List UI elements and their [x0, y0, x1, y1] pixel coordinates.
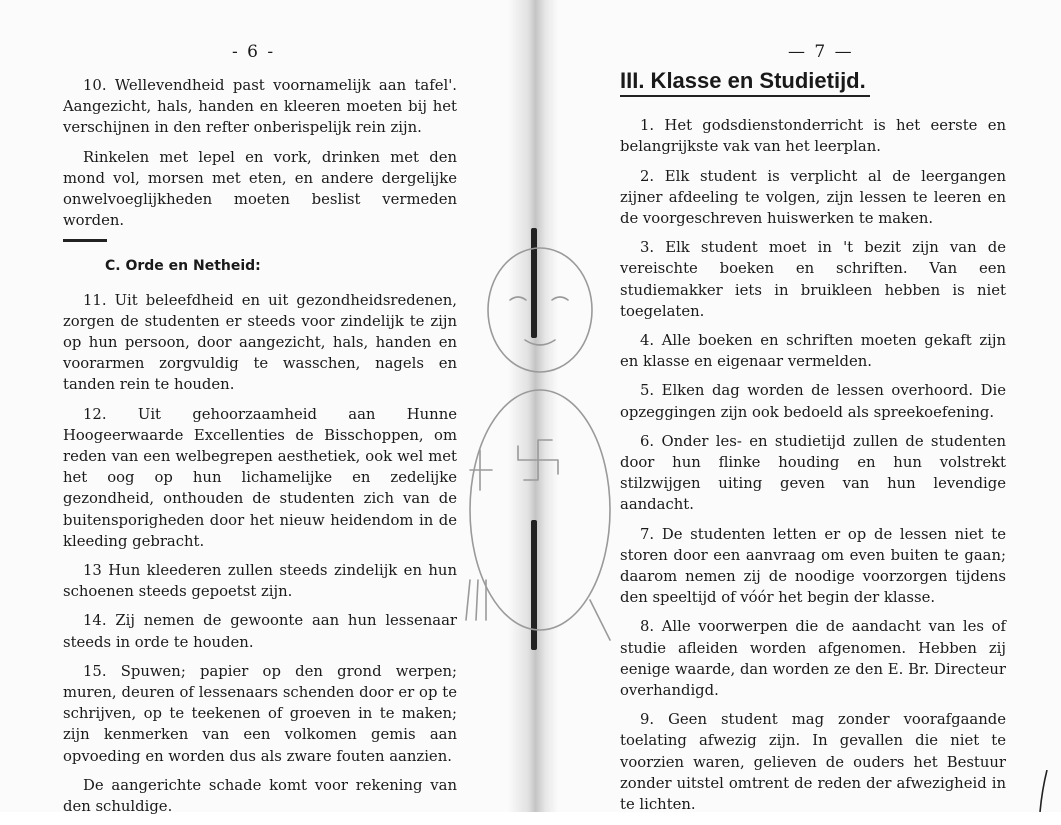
- subheading-orde-netheid: C. Orde en Netheid:: [105, 258, 261, 275]
- rule-5: 5. Elken dag worden de lessen overhoord. Die opzeggingen zijn ook bedoeld als spreekoefening.: [620, 382, 1006, 421]
- rule-2: 2. Elk student is verplicht al de leergangen zijner afdeeling te volgen, zijn lessen te leeren en de voorgeschreven huiswerken te maken.: [620, 167, 1006, 228]
- paragraph-11: 11. Uit beleefdheid en uit gezondheidsredenen, zorgen de studenten er steeds voor zindelijk te zijn op hun persoon, door aangezicht, hals, handen en voorarmen zorgvuldig te wasschen, nagels en tanden rein te houden.: [63, 291, 457, 394]
- pencil-doodle-figure: [440, 240, 630, 670]
- page-number-left: - 6 -: [232, 42, 276, 62]
- left-page-text: [63, 75, 457, 825]
- rule-4: 4. Alle boeken en schriften moeten gekaft zijn en klasse en eigenaar vermelden.: [620, 332, 1006, 371]
- rule-7: 7. De studenten letten er op de lessen niet te storen door een aanvraag om even buiten te gaan; daarom nemen zij de noodige voorzorgen tijdens den speeltijd of vóór het begin der klasse.: [620, 525, 1006, 607]
- paragraph-10-cont: Rinkelen met lepel en vork, drinken met den mond vol, morsen met eten, en andere dergelijke onwelvoeglijkheden moeten beslist vermeden worden.: [63, 148, 457, 230]
- paragraph-14: 14. Zij nemen de gewoonte aan hun lessenaar steeds in orde te houden.: [63, 612, 457, 651]
- paragraph-15: 15. Spuwen; papier op den grond werpen; muren, deuren of lessenaars schenden door er op te schrijven, op te teekenen of groeven in te maken; zijn kenmerken van een volkomen gemis aan opvoeding en worden dus als zware fouten aanzien.: [63, 662, 457, 765]
- paragraph-10: 10. Wellevendheid past voornamelijk aan tafel'. Aangezicht, hals, handen en kleeren moeten bij het verschijnen in den refter onberispelijk rein zijn.: [63, 77, 457, 137]
- rule-6: 6. Onder les- en studietijd zullen de studenten door hun flinke houding en hun volstrekt stilzwijgen uiting geven van hun levendige aandacht.: [620, 432, 1006, 514]
- rule-8: 8. Alle voorwerpen die de aandacht van les of studie afleiden worden afgenomen. Hebben zij eenige waarde, dan worden ze den E. Br. Directeur overhandigd.: [620, 618, 1006, 700]
- rule-3: 3. Elk student moet in 't bezit zijn van de vereischte boeken en schriften. Van een studiemakker iets in bruikleen hebben is niet toegelaten.: [620, 239, 1006, 320]
- ink-dash: [63, 239, 107, 242]
- paragraph-12: 12. Uit gehoorzaamheid aan Hunne Hoogeerwaarde Excellenties de Bisschoppen, om reden van een welbegrepen aesthetiek, ook wel met het oog op hun lichamelijke en zedelijke gezondheid, onthouden de studenten zich van de buitensporigheden door het nieuw heidendom in de kleeding gebracht.: [63, 405, 457, 550]
- page-number-right: — 7 —: [788, 42, 854, 62]
- rule-1: 1. Het godsdienstonderricht is het eerste en belangrijkste vak van het leerplan.: [620, 117, 1006, 156]
- paragraph-13: 13 Hun kleederen zullen steeds zindelijk en hun schoenen steeds gepoetst zijn.: [63, 562, 457, 601]
- rule-9: 9. Geen student mag zonder voorafgaande toelating afwezig zijn. In gevallen die niet te voorzien waren, gelieven de ouders het Bestuur zonder uitstel omtrent de reden der afwezigheid in te lichten.: [620, 711, 1006, 814]
- paragraph-schade: De aangerichte schade komt voor rekening van den schuldige.: [63, 776, 457, 816]
- right-page-text: [620, 70, 1006, 823]
- pen-stroke-mark: [1038, 770, 1050, 812]
- section-title: III. Klasse en Studietijd.: [620, 70, 870, 97]
